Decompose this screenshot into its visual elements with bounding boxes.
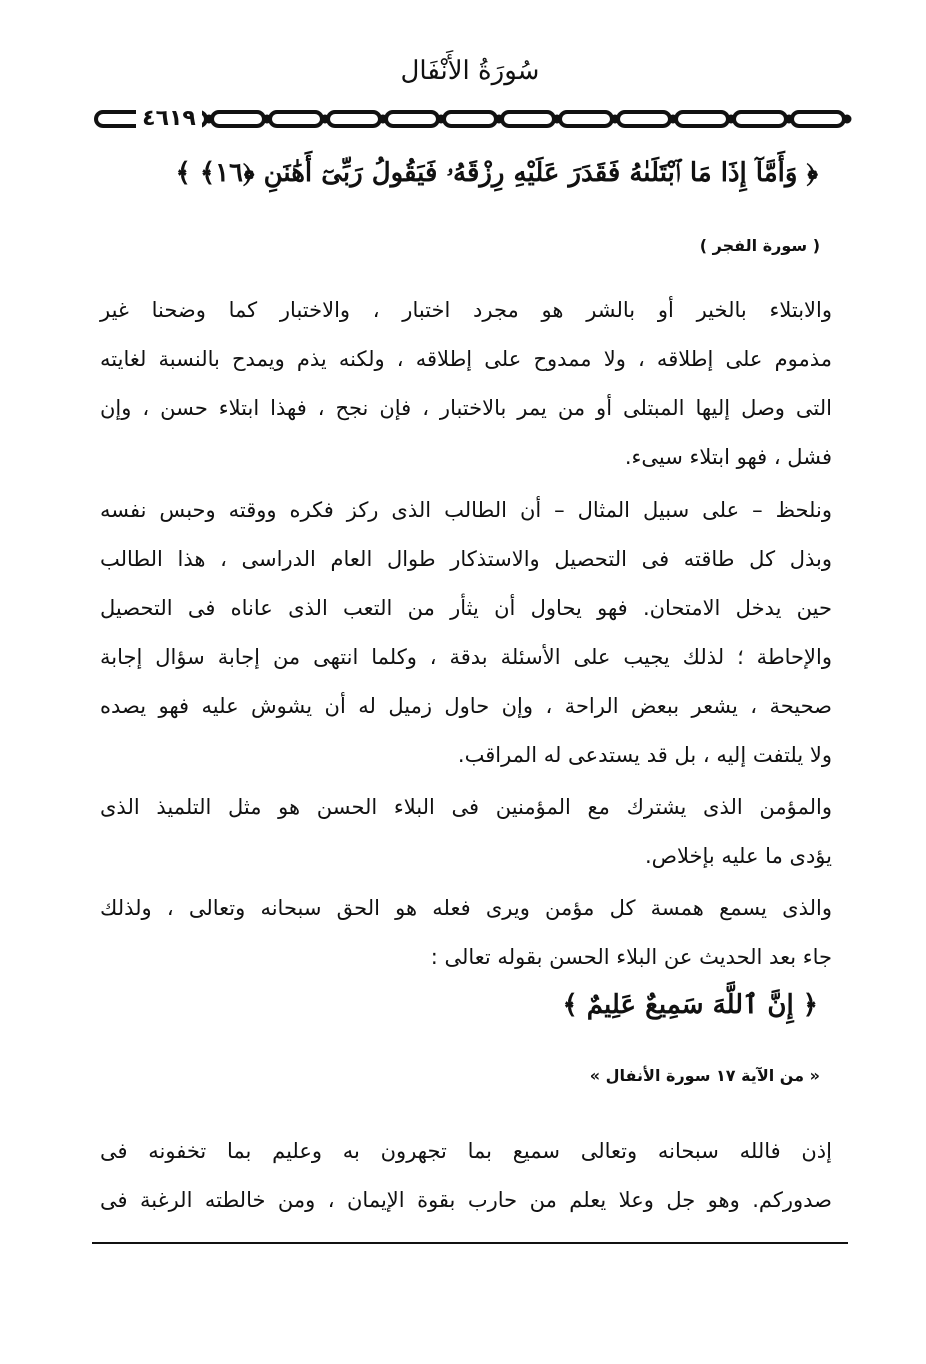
verse-source: « من الآية ١٧ سورة الأنفال » xyxy=(589,1066,820,1085)
text-line: ولا يلتفت إليه ، بل قد يستدعى له المراقب. xyxy=(457,743,832,767)
text-line: والمؤمن الذى يشترك مع المؤمنين فى البلاء الحسن هو مثل التلميذ الذى xyxy=(100,795,832,819)
text-line: والإحاطة ؛ لذلك يجيب على الأسئلة بدقة ، وكلما انتهى من إجابة سؤال إجابة xyxy=(100,645,832,669)
text-line: صدوركم. وهو جل وعلا يعلم من حارب بقوة الإيمان ، ومن خالطته الرغبة فى xyxy=(100,1188,832,1212)
chain-link xyxy=(328,112,380,126)
paragraph xyxy=(100,286,832,482)
surah-title: سُورَةُ الأَنْفَال xyxy=(400,56,540,86)
paragraph xyxy=(100,783,832,881)
paragraph xyxy=(100,884,832,982)
chain-dot xyxy=(845,117,850,122)
chain-link xyxy=(502,112,554,126)
chain-link xyxy=(618,112,670,126)
text-line: ونلحظ – على سبيل المثال – أن الطالب الذى ركز فكره ووقته وحبس نفسه xyxy=(100,498,832,522)
text-line: مذموم على إطلاقه ، ولا ممدوح على إطلاقه ، ولكنه يذم ويمدح بالنسبة لغايته xyxy=(100,347,832,371)
chain-link xyxy=(676,112,728,126)
text-line: يؤدى ما عليه بإخلاص. xyxy=(644,844,832,868)
text-line: فشل ، فهو ابتلاء سيىء. xyxy=(624,445,832,469)
text-line: جاء بعد الحديث عن البلاء الحسن بقوله تعالى : xyxy=(430,945,832,969)
header-ornament-border xyxy=(92,104,852,134)
quran-verse: ﴿ وَأَمَّآ إِذَا مَا ٱبْتَلَىٰهُ فَقَدَرَ عَلَيْهِ رِزْقَهُۥ فَيَقُولُ رَبِّىٓ أَهَٰنَنِ ﴿١٦﴾ ﴾ xyxy=(175,158,818,188)
chain-link xyxy=(386,112,438,126)
text-line: والذى يسمع همسة كل مؤمن ويرى فعله هو الحق سبحانه وتعالى ، ولذلك xyxy=(100,896,832,920)
footer-rule xyxy=(92,1242,848,1244)
text-line: وبذل كل طاقته فى التحصيل والاستذكار طوال العام الدراسى ، هذا الطالب xyxy=(100,547,832,571)
chain-link xyxy=(792,112,844,126)
chain-link xyxy=(734,112,786,126)
page-number: ٤٦١٩ xyxy=(136,104,202,134)
text-line: إذن فالله سبحانه وتعالى سميع بما تجهرون به وعليم بما تخفونه فى xyxy=(100,1139,832,1163)
chain-link xyxy=(560,112,612,126)
text-line: صحيحة ، يشعر ببعض الراحة ، وإن حاول زميل له أن يشوش عليه فهو يصده xyxy=(100,694,832,718)
chain-link xyxy=(270,112,322,126)
text-line: والابتلاء بالخير أو بالشر هو مجرد اختبار ، والاختبار كما وضحنا غير xyxy=(100,298,832,322)
ornament-chain-icon xyxy=(92,104,852,134)
text-line: التى وصل إليها المبتلى أو من يمر بالاختبار ، فإن نجح ، فهذا ابتلاء حسن ، وإن xyxy=(100,396,832,420)
paragraph xyxy=(100,486,832,780)
paragraph xyxy=(100,1127,832,1225)
verse-source: ( سورة الفجر ) xyxy=(699,236,820,255)
quran-verse: ﴿ إِنَّ ٱللَّهَ سَمِيعٌ عَلِيمٌ ﴾ xyxy=(562,990,818,1020)
text-line: حين يدخل الامتحان. فهو يحاول أن يثأر من التعب الذى عاناه فى التحصيل xyxy=(100,596,832,620)
chain-link xyxy=(444,112,496,126)
chain-link xyxy=(212,112,264,126)
